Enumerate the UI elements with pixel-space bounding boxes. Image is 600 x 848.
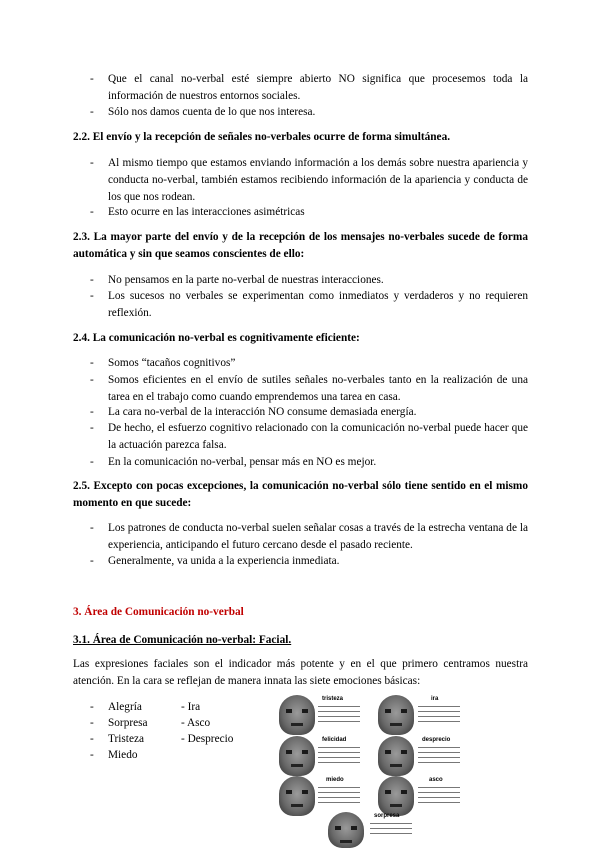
bullet-text: Somos “tacaños cognitivos” (108, 357, 236, 369)
list-item (90, 288, 528, 322)
bullet-dash: - (90, 374, 94, 386)
emotion-caption: tristeza (322, 696, 344, 702)
bullet-dash: - (90, 717, 94, 729)
bullet-dash: - (90, 73, 94, 85)
face-desprecio-image (378, 736, 414, 776)
bullet-text: Al mismo tiempo que estamos enviando información a los demás sobre nuestra apariencia y conducta no-verbal, también estamos recibiendo información de la apariencia y conducta de los que nos rodean. (108, 157, 528, 203)
list-item (90, 553, 528, 570)
bullet-text: De hecho, el esfuerzo cognitivo relacionado con la comunicación no-verbal puede hacer que la actuación parezca falsa. (108, 422, 528, 451)
bullet-text: Generalmente, va unida a la experiencia inmediata. (108, 555, 340, 567)
list-item (90, 71, 528, 105)
emotion-item (90, 699, 180, 716)
emotion-item: - Ira (181, 701, 201, 713)
bullet-dash: - (90, 206, 94, 218)
emotion-item (90, 715, 180, 732)
list-item (90, 104, 528, 121)
list-item (90, 204, 528, 221)
bullet-dash: - (90, 749, 94, 761)
section-heading-3-1: 3.1. Área de Comunicación no-verbal: Facial. (73, 634, 292, 646)
bullet-dash: - (90, 522, 94, 534)
face-asco-image (378, 776, 414, 816)
face-felicidad-image (279, 736, 315, 776)
bullet-dash: - (90, 357, 94, 369)
emotion-item: - Desprecio (181, 733, 234, 745)
face-tristeza-image (279, 695, 315, 735)
list-item (90, 355, 528, 372)
list-item (90, 272, 528, 289)
caption-lines (318, 747, 360, 767)
bullet-dash: - (90, 733, 94, 745)
section-heading-2-3: 2.3. La mayor parte del envío y de la recepción de los mensajes no-verbales sucede de forma automática y sin que seamos conscientes de ello: (73, 231, 528, 260)
bullet-text: Somos eficientes en el envío de sutiles señales no-verbales tanto en la realización de una tarea en el trabajo como cuando emprendemos una tarea en casa. (108, 374, 528, 403)
emotion-caption: asco (429, 777, 443, 783)
list-item (90, 372, 528, 406)
emotion-item (90, 731, 180, 748)
section-heading-2-5: 2.5. Excepto con pocas excepciones, la comunicación no-verbal sólo tiene sentido en el mismo momento en que sucede: (73, 480, 528, 509)
emotion-label: Sorpresa (108, 717, 148, 729)
facial-expressions-figure (276, 692, 472, 848)
bullet-dash: - (90, 274, 94, 286)
bullet-dash: - (90, 406, 94, 418)
face-sorpresa-image (328, 812, 364, 848)
section-heading-2-4: 2.4. La comunicación no-verbal es cognitivamente eficiente: (73, 332, 360, 344)
bullet-dash: - (90, 290, 94, 302)
list-item (90, 520, 528, 554)
bullet-dash: - (90, 456, 94, 468)
bullet-dash: - (90, 701, 94, 713)
list-item (90, 155, 528, 206)
bullet-text: Los patrones de conducta no-verbal suelen señalar cosas a través de la estrecha ventana de la experiencia, anticipando el futuro cercano desde el pasado reciente. (108, 522, 528, 551)
list-item (90, 404, 528, 421)
bullet-dash: - (90, 157, 94, 169)
caption-lines (418, 747, 460, 767)
caption-lines (318, 787, 360, 807)
emotion-label: Miedo (108, 749, 138, 761)
emotion-item (90, 747, 180, 764)
caption-lines (370, 823, 412, 838)
face-miedo-image (279, 776, 315, 816)
emotion-item: - Asco (181, 717, 211, 729)
emotion-caption: miedo (326, 777, 344, 783)
emotion-label: Alegría (108, 701, 142, 713)
emotion-caption: sorpresa (374, 813, 400, 819)
emotion-caption: felicidad (322, 737, 347, 743)
bullet-text: Sólo nos damos cuenta de lo que nos interesa. (108, 106, 316, 118)
bullet-dash: - (90, 422, 94, 434)
caption-lines (418, 787, 460, 807)
emotion-caption: ira (431, 696, 439, 702)
bullet-text: Que el canal no-verbal esté siempre abierto NO significa que procesemos toda la información de nuestros entornos sociales. (108, 73, 528, 102)
bullet-text: No pensamos en la parte no-verbal de nuestras interacciones. (108, 274, 384, 286)
emotion-caption: desprecio (422, 737, 451, 743)
face-ira-image (378, 695, 414, 735)
bullet-dash: - (90, 555, 94, 567)
bullet-text: La cara no-verbal de la interacción NO consume demasiada energía. (108, 406, 417, 418)
emotion-label: Tristeza (108, 733, 144, 745)
caption-lines (318, 706, 360, 726)
bullet-text: Esto ocurre en las interacciones asimétricas (108, 206, 305, 218)
section-heading-3: 3. Área de Comunicación no-verbal (73, 606, 244, 618)
bullet-dash: - (90, 106, 94, 118)
list-item (90, 420, 528, 454)
intro-paragraph: Las expresiones faciales son el indicador más potente y en el que primero centramos nuestra atención. En la cara se reflejan de manera innata las siete emociones básicas: (73, 658, 528, 687)
list-item (90, 454, 528, 471)
bullet-text: En la comunicación no-verbal, pensar más en NO es mejor. (108, 456, 377, 468)
bullet-text: Los sucesos no verbales se experimentan como inmediatos y verdaderos y no requieren reflexión. (108, 290, 528, 319)
caption-lines (418, 706, 460, 726)
section-heading-2-2: 2.2. El envío y la recepción de señales no-verbales ocurre de forma simultánea. (73, 131, 451, 143)
